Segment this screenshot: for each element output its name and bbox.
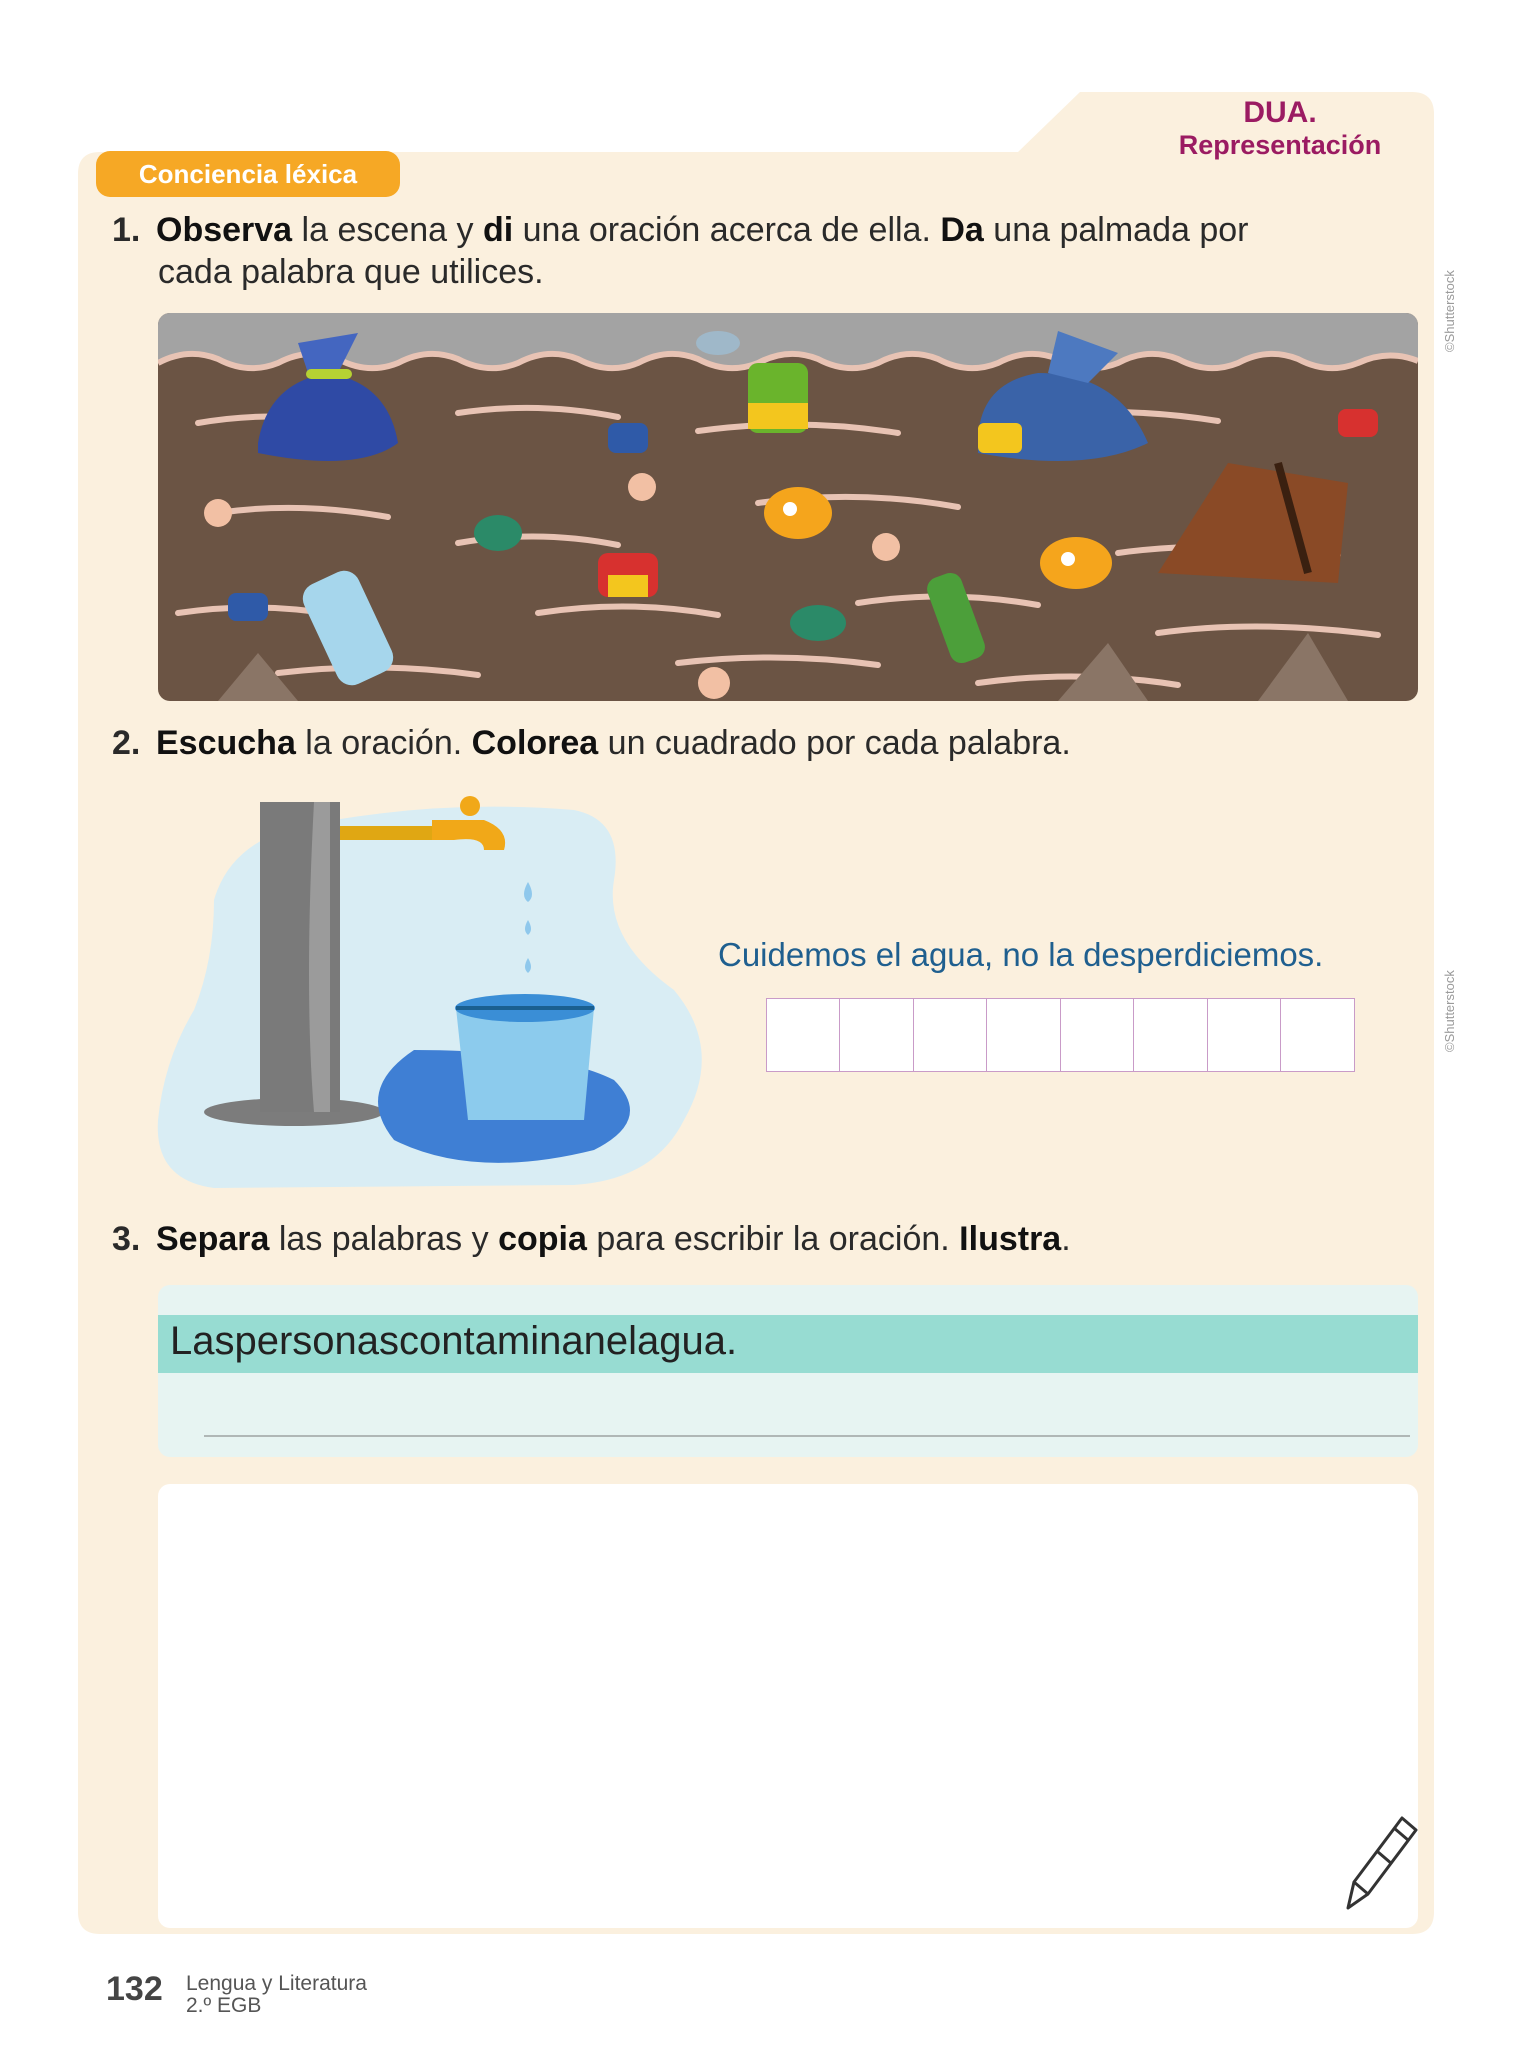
pencil-icon	[1342, 1812, 1422, 1921]
instruction-text: un cuadrado por cada palabra.	[598, 724, 1071, 762]
joined-sentence: Laspersonascontaminanelagua.	[170, 1319, 738, 1363]
verb-separa: Separa	[156, 1220, 270, 1258]
instruction-text: la escena y	[292, 211, 483, 249]
activity-2-instruction	[112, 722, 1071, 764]
word-box[interactable]	[839, 998, 914, 1072]
word-box[interactable]	[1133, 998, 1208, 1072]
writing-area	[158, 1285, 1418, 1457]
instruction-text: una oración acerca de ella.	[513, 211, 941, 249]
footer-grade: 2.º EGB	[186, 1994, 262, 2017]
instruction-text: la oración.	[295, 724, 472, 762]
polluted-water-illustration	[158, 313, 1418, 701]
instruction-text: .	[1061, 1220, 1071, 1258]
activity-3-number: 3.	[112, 1220, 141, 1258]
verb-di: di	[482, 211, 514, 249]
dua-label	[1160, 96, 1400, 160]
instruction-text: las palabras y	[269, 1220, 499, 1258]
activity-1-line-2: cada palabra que utilices.	[158, 253, 544, 291]
verb-observa: Observa	[156, 211, 293, 249]
verb-copia: copia	[498, 1220, 587, 1258]
verb-escucha: Escucha	[156, 724, 296, 762]
word-box[interactable]	[1280, 998, 1355, 1072]
instruction-text: una palmada por	[983, 211, 1249, 249]
word-box-row	[767, 998, 1355, 1072]
verb-ilustra: Ilustra	[959, 1220, 1062, 1258]
word-box[interactable]	[766, 998, 841, 1072]
activity-1-instruction	[112, 209, 1422, 293]
dictation-sentence: Cuidemos el agua, no la desperdiciemos.	[718, 936, 1324, 973]
writing-line[interactable]	[204, 1435, 1410, 1437]
section-badge: Conciencia léxica	[96, 151, 400, 197]
verb-colorea: Colorea	[471, 724, 599, 762]
image-credit-2: ©Shutterstock	[1442, 970, 1457, 1052]
dua-title: DUA.	[1243, 96, 1317, 129]
word-box[interactable]	[1207, 998, 1282, 1072]
activity-3-instruction	[112, 1218, 1071, 1260]
page-number: 132	[106, 1970, 163, 2008]
faucet-bucket-illustration	[154, 790, 724, 1190]
activity-2-number: 2.	[112, 724, 141, 762]
word-box[interactable]	[1060, 998, 1135, 1072]
activity-1-number: 1.	[112, 211, 141, 249]
instruction-text: para escribir la oración.	[586, 1220, 960, 1258]
word-box[interactable]	[913, 998, 988, 1072]
word-box[interactable]	[986, 998, 1061, 1072]
verb-da: Da	[940, 211, 984, 249]
image-credit-1: ©Shutterstock	[1442, 270, 1457, 352]
drawing-area[interactable]	[158, 1484, 1418, 1928]
dua-subtitle: Representación	[1178, 130, 1382, 160]
footer-subject: Lengua y Literatura	[186, 1972, 367, 1995]
